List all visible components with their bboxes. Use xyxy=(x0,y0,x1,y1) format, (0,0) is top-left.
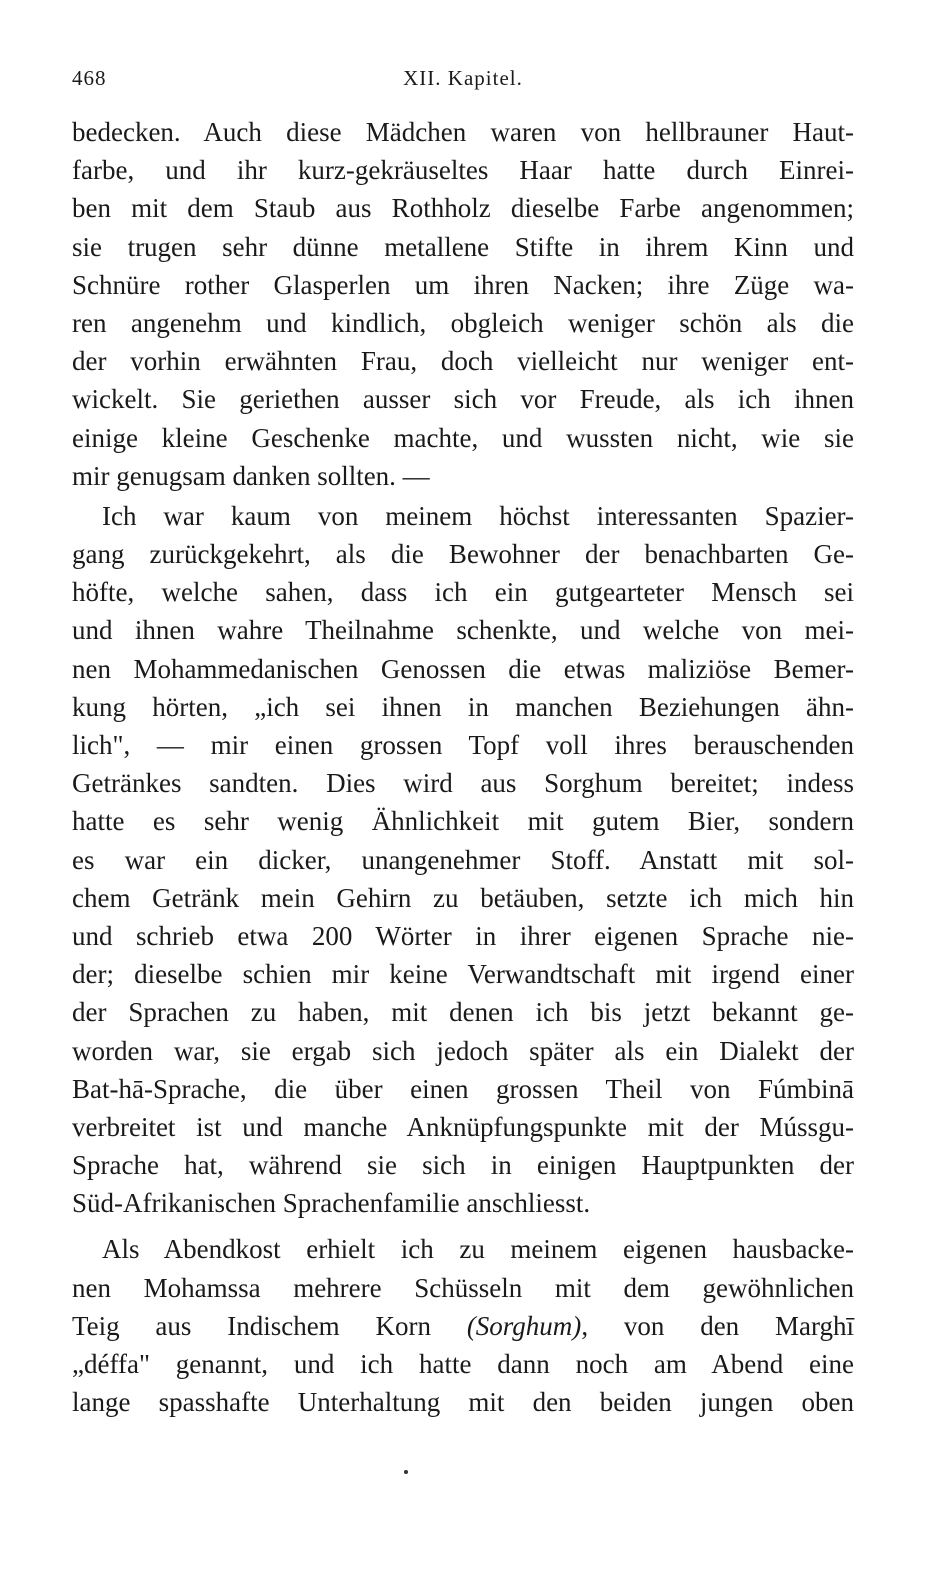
text-line: ben mit dem Staub aus Rothholz dieselbe Farbe angenommen; xyxy=(72,193,854,224)
text-line: Ich war kaum von meinem höchst interessanten Spazier- xyxy=(102,500,854,531)
paragraph-3 xyxy=(72,1230,854,1421)
text-line: Süd-Afrikanischen Sprachenfamilie anschliesst. xyxy=(72,1188,591,1219)
text-line: es war ein dicker, unangenehmer Stoff. Anstatt mit sol- xyxy=(72,844,854,875)
page-number: 468 xyxy=(72,66,107,90)
text-line: chem Getränk mein Gehirn zu betäuben, setzte ich mich hin xyxy=(72,882,854,913)
text-line: lange spasshafte Unterhaltung mit den beiden jungen oben xyxy=(72,1387,854,1418)
text-line: Teig aus Indischem Korn (Sorghum), von den Marghī xyxy=(72,1310,854,1341)
text-line: „déffa" genannt, und ich hatte dann noch am Abend eine xyxy=(72,1349,854,1379)
text-line: lich", — mir einen grossen Topf voll ihres berauschenden xyxy=(72,730,854,760)
text-line: hatte es sehr wenig Ähnlichkeit mit gutem Bier, sondern xyxy=(72,806,854,837)
text-line: der vorhin erwähnten Frau, doch vielleicht nur weniger ent- xyxy=(72,346,854,377)
italic-term: (Sorghum) xyxy=(466,1310,582,1341)
text-line: höfte, welche sahen, dass ich ein gutgearteter Mensch sei xyxy=(72,577,854,608)
text-line: farbe, und ihr kurz-gekräuseltes Haar hatte durch Einrei- xyxy=(72,155,854,186)
text-line: Schnüre rother Glasperlen um ihren Nacken; ihre Züge wa- xyxy=(72,269,854,300)
paragraph-2 xyxy=(72,497,854,1223)
text-line: der Sprachen zu haben, mit denen ich bis jetzt bekannt ge- xyxy=(72,997,854,1028)
text-line: wickelt. Sie geriethen ausser sich vor Freude, als ich ihnen xyxy=(72,384,854,415)
text-line: bedecken. Auch diese Mädchen waren von hellbrauner Haut- xyxy=(72,117,854,147)
text-line: sie trugen sehr dünne metallene Stifte in ihrem Kinn und xyxy=(72,231,854,262)
text-line: Sprache hat, während sie sich in einigen Hauptpunkten der xyxy=(72,1150,854,1181)
text-line: nen Mohamssa mehrere Schüsseln mit dem gewöhnlichen xyxy=(72,1272,854,1303)
body-text xyxy=(72,113,854,1421)
text-line: Als Abendkost erhielt ich zu meinem eigenen hausbacke- xyxy=(102,1234,854,1265)
text-line: gang zurückgekehrt, als die Bewohner der benachbarten Ge- xyxy=(72,539,854,570)
text-line: worden war, sie ergab sich jedoch später als ein Dialekt der xyxy=(72,1035,854,1066)
text-line: kung hörten, „ich sei ihnen in manchen Beziehungen ähn- xyxy=(72,691,854,722)
text-line: ren angenehm und kindlich, obgleich weniger schön als die xyxy=(72,307,854,338)
print-mark xyxy=(404,1470,408,1474)
text-line: der; dieselbe schien mir keine Verwandtschaft mit irgend einer xyxy=(72,959,854,990)
text-line: einige kleine Geschenke machte, und wussten nicht, wie sie xyxy=(72,422,854,453)
text-line: Getränkes sandten. Dies wird aus Sorghum bereitet; indess xyxy=(72,768,854,799)
text-line: mir genugsam danken sollten. — xyxy=(72,460,430,491)
text-line: und ihnen wahre Theilnahme schenkte, und welche von mei- xyxy=(72,615,854,646)
running-title: XII. Kapitel. xyxy=(403,66,523,90)
text-line: und schrieb etwa 200 Wörter in ihrer eigenen Sprache nie- xyxy=(72,920,854,951)
text-line: verbreitet ist und manche Anknüpfungspunkte mit der Mússgu- xyxy=(72,1111,854,1142)
page-header xyxy=(72,66,854,100)
paragraph-1 xyxy=(72,113,854,495)
text-line: nen Mohammedanischen Genossen die etwas maliziöse Bemer- xyxy=(72,653,854,684)
text-line: Bat-hā-Sprache, die über einen grossen Theil von Fúmbinā xyxy=(72,1073,854,1104)
